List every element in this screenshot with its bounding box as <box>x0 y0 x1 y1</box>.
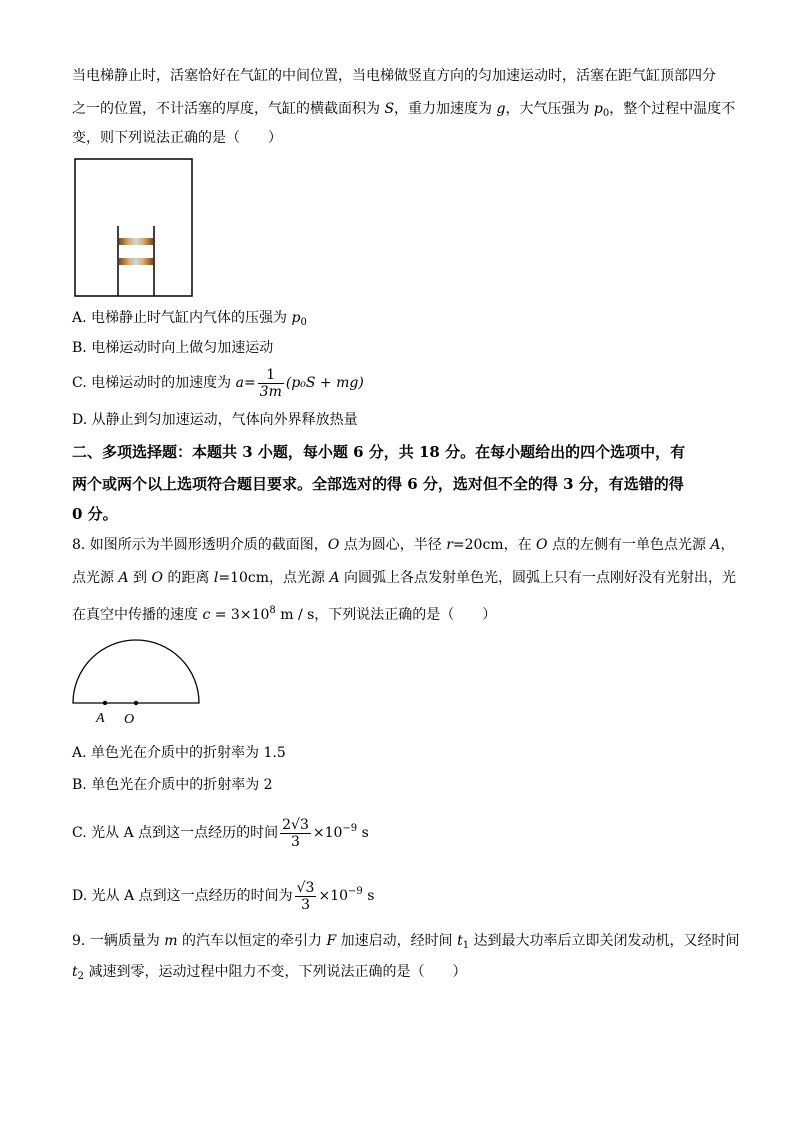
q8-stem-line2: 点光源 A 到 O 的距离 l=10cm，点光源 A 向圆弧上各点发射单色光，圆弧上只有一点刚好没有光射出，光 <box>72 570 737 586</box>
q8-option-c: C. 光从 A 点到这一点经历的时间 $\frac{2√3}{3}$ $\times 10^{-9}$ s <box>72 816 369 850</box>
q7-option-b: B. 电梯运动时向上做匀加速运动 <box>72 340 274 356</box>
point-a-dot <box>103 701 107 705</box>
piston-upper <box>119 238 153 245</box>
q8-option-c-fraction: $\frac{2√3}{3}$ <box>282 816 309 850</box>
label-o: O <box>124 712 135 727</box>
q7-stem-line1: 当电梯静止时，活塞恰好在气缸的中间位置，当电梯做竖直方向的匀加速运动时，活塞在距气缸顶部四分 <box>72 68 716 84</box>
label-a: A <box>96 711 105 726</box>
semicircle-figure <box>66 638 206 728</box>
section2-heading-line3: 0 分。 <box>72 505 118 523</box>
q7-option-c: C. 电梯运动时的加速度为 a= $\frac{1}{3m}$ (p₀S + mg) <box>72 366 364 400</box>
semicircle-outline <box>73 640 199 703</box>
q8-option-a: A. 单色光在介质中的折射率为 1.5 <box>72 745 286 761</box>
q7-option-c-fraction: $\frac{1}{3m}$ <box>259 366 282 400</box>
q8-option-d: D. 光从 A 点到这一点经历的时间为 $\frac{√3}{3}$ $\times 10^{-9}$ s <box>72 879 375 913</box>
q7-option-a: A. 电梯静止时气缸内气体的压强为 $p_0$ <box>72 310 307 328</box>
q8-option-b: B. 单色光在介质中的折射率为 2 <box>72 777 273 793</box>
section2-heading-line2: 两个或两个以上选项符合题目要求。全部选对的得 6 分，选对但不全的得 3 分，有选错的得 <box>72 475 684 493</box>
q7-stem-line2: 之一的位置，不计活塞的厚度，气缸的横截面积为 S，重力加速度为 g，大气压强为 $p_0$，整个过程中温度不 <box>72 101 736 119</box>
q8-stem-line3: 在真空中传播的速度 $c = 3\times 10^8$ m / s，下列说法正确的是（ ） <box>72 605 497 623</box>
elevator-box <box>75 159 192 296</box>
piston-lower <box>119 258 153 265</box>
q7-option-d: D. 从静止到匀加速运动，气体向外界释放热量 <box>72 412 358 428</box>
q7-stem-line3: 变，则下列说法正确的是（ ） <box>72 130 282 146</box>
q9-stem-line1: 9. 一辆质量为 m 的汽车以恒定的牵引力 F 加速启动，经时间 $t_1$ 达到最大功率后立即关闭发动机，又经时间 <box>72 933 740 951</box>
q8-option-d-fraction: $\frac{√3}{3}$ <box>296 879 315 913</box>
section2-heading-line1: 二、多项选择题：本题共 3 小题，每小题 6 分，共 18 分。在每小题给出的四个选项中，有 <box>72 443 686 461</box>
q9-stem-line2: $t_2$ 减速到零，运动过程中阻力不变，下列说法正确的是（ ） <box>72 964 467 982</box>
point-o-dot <box>134 701 138 705</box>
q8-stem-line1: 8. 如图所示为半圆形透明介质的截面图，O 点为圆心，半径 r=20cm，在 O 点的左侧有一单色点光源 A， <box>72 537 735 553</box>
elevator-cylinder-figure <box>74 158 194 298</box>
